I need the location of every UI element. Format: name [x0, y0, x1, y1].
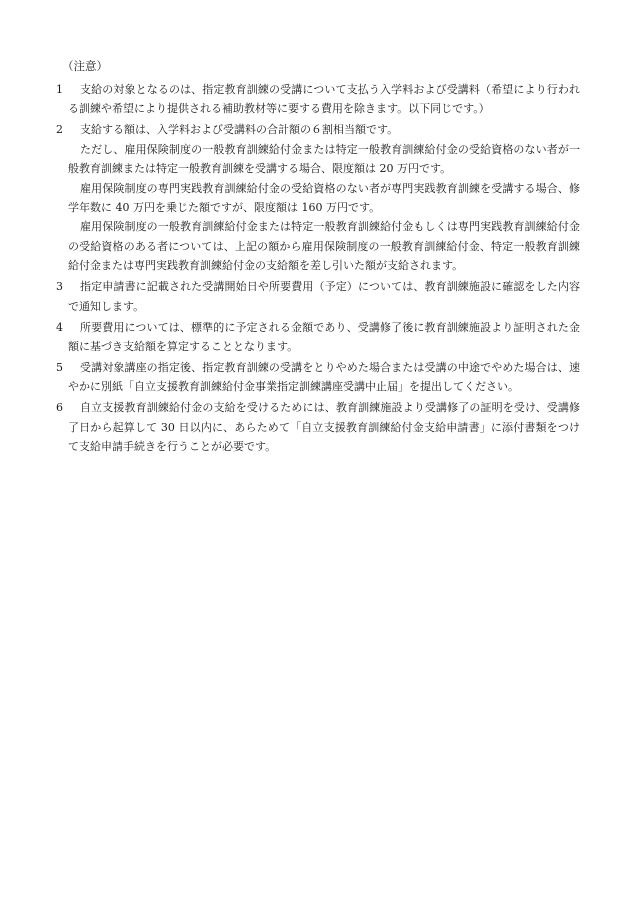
note-number: 5 — [56, 361, 63, 375]
note-item-5 — [56, 358, 580, 397]
note-number: 6 — [56, 401, 63, 415]
note-number: 4 — [56, 320, 63, 334]
note-paragraph: 自立支援教育訓練給付金の支給を受けるためには、教育訓練施設より受講修了の証明を受け、受講修了日から起算して 30 日以内に、あらためて「自立支援教育訓練給付金支給申請書」に添付書類をつけて支給申請手続きを行うことが必要です。 — [68, 401, 580, 454]
note-number: 3 — [56, 280, 63, 294]
notes-heading: （注意） — [62, 59, 108, 73]
note-paragraph: 雇用保険制度の専門実践教育訓練給付金の受給資格のない者が専門実践教育訓練を受講する場合、修学年数に 40 万円を乗じた額ですが、限度額は 160 万円です。 — [68, 181, 580, 215]
note-item-2 — [56, 120, 580, 275]
note-item-4 — [56, 318, 580, 357]
note-paragraph: 雇用保険制度の一般教育訓練給付金または特定一般教育訓練給付金もしくは専門実践教育訓練給付金の受給資格のある者については、上記の額から雇用保険制度の一般教育訓練給付金、特定一般教育訓練給付金または専門実践教育訓練給付金の支給額を差し引いた額が支給されます。 — [68, 220, 580, 273]
note-paragraph: 支給する額は、入学料および受講料の合計額の６割相当額です。 — [80, 123, 399, 137]
note-paragraph: ただし、雇用保険制度の一般教育訓練給付金または特定一般教育訓練給付金の受給資格のない者が一般教育訓練または特定一般教育訓練を受講する場合、限度額は 20 万円です。 — [68, 142, 580, 176]
note-item-3 — [56, 277, 580, 316]
note-paragraph: 支給の対象となるのは、指定教育訓練の受講について支払う入学料および受講料（希望により行われる訓練や希望により提供される補助教材等に要する費用を除きます。以下同じです。） — [68, 83, 580, 116]
note-paragraph: 指定申請書に記載された受講開始日や所要費用（予定）については、教育訓練施設に確認をした内容で通知します。 — [68, 280, 580, 313]
note-item-1 — [56, 80, 580, 119]
note-paragraph: 所要費用については、標準的に予定される金額であり、受講修了後に教育訓練施設より証明された金額に基づき支給額を算定することとなります。 — [68, 320, 580, 354]
note-item-6 — [56, 398, 580, 456]
notes-list — [56, 80, 580, 458]
note-number: 1 — [56, 83, 63, 96]
note-number: 2 — [56, 123, 63, 137]
note-paragraph: 受講対象講座の指定後、指定教育訓練の受講をとりやめた場合または受講の中途でやめた場合は、速やかに別紙「自立支援教育訓練給付金事業指定訓練講座受講中止届」を提出してください。 — [68, 361, 580, 394]
